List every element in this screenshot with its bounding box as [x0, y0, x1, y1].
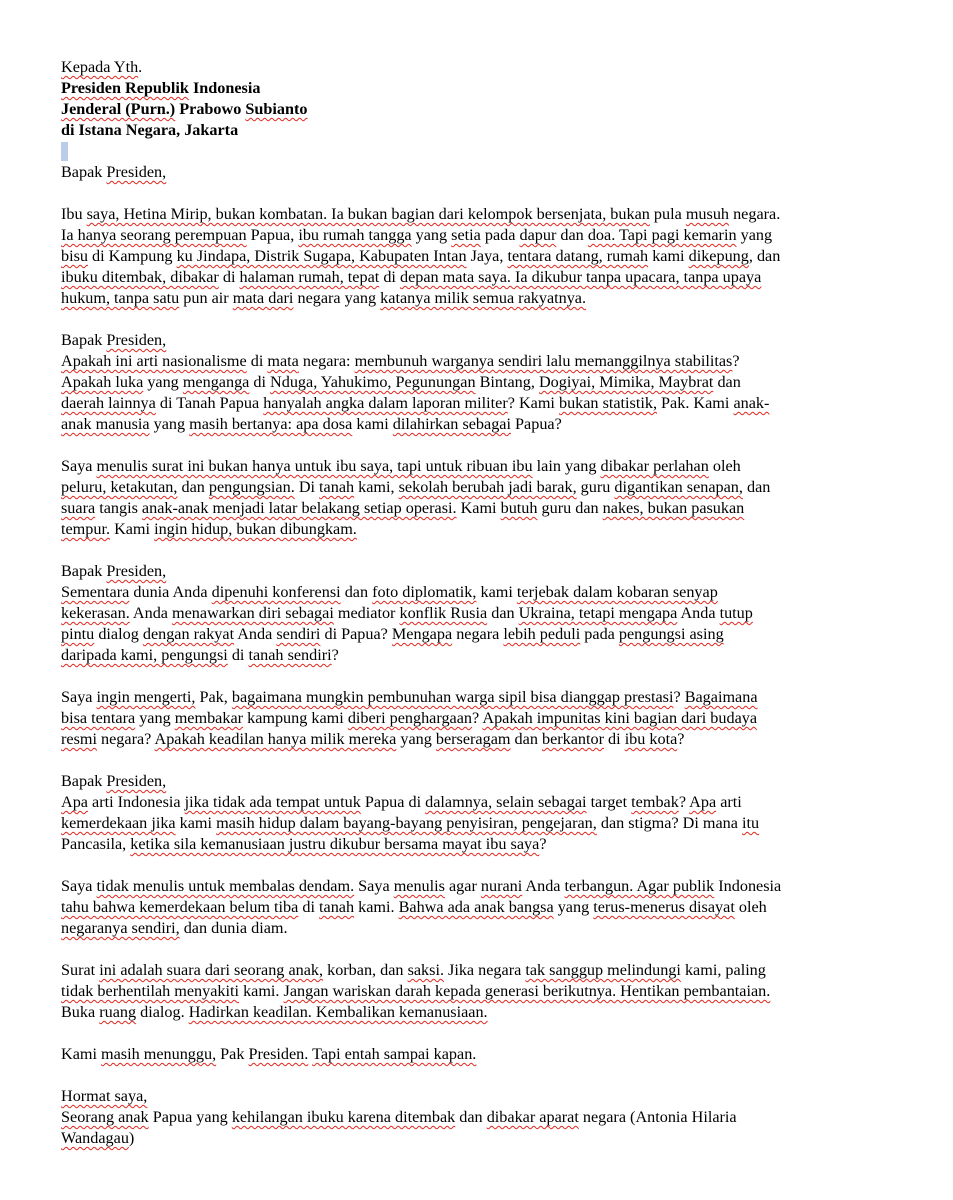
text-line — [61, 330, 881, 351]
misspelled-text: Bagaimana — [684, 688, 758, 706]
text-run: Jaya, — [466, 247, 508, 265]
misspelled-text: tentara datang, rumah — [507, 247, 649, 265]
misspelled-text: pengungsian. — [208, 478, 295, 496]
blank-line — [61, 855, 881, 876]
text-run: pada — [580, 625, 619, 643]
misspelled-text: nakes, bukan pasukan — [602, 499, 745, 517]
misspelled-text: ku Jindapa, Distrik Sugapa, Kabupaten Intan — [176, 247, 467, 265]
text-line — [61, 393, 881, 414]
misspelled-text: musuh — [685, 205, 730, 223]
misspelled-text: Apakah luka — [61, 373, 144, 391]
misspelled-text: jika tidak ada tempat untuk — [184, 793, 361, 811]
text-run: Saya — [61, 457, 97, 475]
misspelled-text: masih bertanya: apa dosa — [189, 415, 353, 433]
paragraph — [61, 960, 881, 1023]
text-line — [61, 708, 881, 729]
text-run: Anda — [129, 604, 173, 622]
misspelled-text: anak-anak menjadi latar belakang setiap operasi. — [141, 499, 457, 517]
misspelled-text: ibuku ditembak, dibakar — [61, 268, 219, 286]
misspelled-text: setia — [451, 226, 481, 244]
misspelled-text: Ia hanya seorang perempuan — [61, 226, 247, 244]
misspelled-text: menganga — [182, 373, 250, 391]
misspelled-text: diberi penghargaan — [347, 709, 473, 727]
text-run: dan — [742, 478, 771, 496]
misspelled-text: berseragam — [435, 730, 511, 748]
text-run: yang — [736, 226, 773, 244]
text-run: agar — [444, 877, 481, 895]
text-run: Papua yang — [148, 1108, 232, 1126]
text-line — [61, 456, 881, 477]
text-run: di — [379, 268, 400, 286]
misspelled-text: Wandagau — [61, 1129, 129, 1147]
text-run: negara? — [96, 730, 155, 748]
blank-line — [61, 183, 881, 204]
text-run: Pak. Kami — [657, 394, 734, 412]
text-run: kami — [175, 814, 217, 832]
misspelled-text: Hormat saya, — [61, 1087, 148, 1105]
paragraph — [61, 204, 881, 309]
misspelled-text: tidak berhentilah menyakiti — [61, 982, 240, 1000]
blank-line — [61, 540, 881, 561]
blank-line — [61, 1065, 881, 1086]
misspelled-text: menulis — [393, 877, 445, 895]
misspelled-text: resmi — [61, 730, 97, 748]
text-run: tangis — [95, 499, 142, 517]
text-run: ? — [677, 730, 685, 748]
blank-line — [61, 666, 881, 687]
text-run: Bapak — [61, 562, 107, 580]
text-run: mediator — [333, 604, 400, 622]
text-run: kami — [648, 247, 689, 265]
misspelled-text: tahu bahwa kemerdekaan belum tiba — [61, 898, 299, 916]
misspelled-text: saksi. — [407, 961, 444, 979]
text-line — [61, 99, 881, 120]
text-line — [61, 1107, 881, 1128]
text-run: Papua di — [360, 793, 426, 811]
text-run: Jika negara — [443, 961, 526, 979]
text-run: Anda — [677, 604, 720, 622]
misspelled-text: anak- — [733, 394, 770, 412]
misspelled-text: dengan rakyat — [142, 625, 235, 643]
misspelled-text: lebih peduli — [503, 625, 581, 643]
misspelled-text: nurani — [480, 877, 523, 895]
letter-body[interactable] — [61, 57, 881, 1149]
text-run: Di — [294, 478, 320, 496]
text-run: pula — [649, 205, 686, 223]
misspelled-text: Tapi entah sampai kapan. — [312, 1045, 477, 1063]
text-line — [61, 351, 881, 372]
text-run: ? — [539, 835, 547, 853]
text-run: dan — [713, 373, 741, 391]
paragraph — [61, 561, 881, 666]
misspelled-text: dipenuhi konferensi — [211, 583, 341, 601]
misspelled-text: bisa tentara — [61, 709, 136, 727]
misspelled-text: konflik Rusia — [399, 604, 488, 622]
text-run: dan — [177, 478, 209, 496]
misspelled-text: tanah — [319, 478, 355, 496]
text-run: negara — [452, 625, 504, 643]
text-line — [61, 834, 881, 855]
text-line — [61, 225, 881, 246]
misspelled-text: Nduga, Yahukimo, Pegunungan — [270, 373, 476, 391]
text-run: yang — [149, 415, 190, 433]
misspelled-text: Presiden. — [248, 1045, 309, 1063]
text-line — [61, 918, 881, 939]
text-run: dan dunia diam. — [179, 919, 288, 937]
misspelled-text: Apa — [689, 793, 717, 811]
text-run: kami — [476, 583, 517, 601]
misspelled-text: hukum, tanpa satu — [61, 289, 180, 307]
text-run: Pancasila, — [61, 835, 131, 853]
text-line — [61, 372, 881, 393]
misspelled-text: suara — [61, 499, 96, 517]
text-line — [61, 288, 881, 309]
text-run: Kami — [110, 520, 155, 538]
text-run: ? — [673, 688, 685, 706]
text-line — [61, 57, 881, 78]
text-line — [61, 624, 881, 645]
empty-line-with-cursor[interactable] — [61, 141, 881, 162]
misspelled-text: katanya milik semua rakyatnya. — [380, 289, 587, 307]
paragraph — [61, 162, 881, 183]
text-run: Pak, — [195, 688, 232, 706]
text-run: di Tanah Papua — [155, 394, 264, 412]
misspelled-text: dapur — [519, 226, 557, 244]
misspelled-text: Jenderal (Purn.) — [61, 100, 176, 118]
text-line — [61, 498, 881, 519]
text-run: dunia Anda — [129, 583, 212, 601]
paragraph — [61, 456, 881, 540]
misspelled-text: foto diplomatik, — [372, 583, 477, 601]
misspelled-text: masih menunggu, — [101, 1045, 217, 1063]
paragraphs — [61, 162, 881, 1149]
misspelled-text: Presiden, — [106, 772, 167, 790]
blank-line — [61, 939, 881, 960]
text-line — [61, 897, 881, 918]
paragraph — [61, 1086, 881, 1149]
misspelled-text: hanyalah angka dalam laporan militer — [263, 394, 508, 412]
text-run: ? — [472, 709, 483, 727]
text-run: yang — [135, 709, 175, 727]
misspelled-text: dilahirkan sebagai — [392, 415, 511, 433]
misspelled-text: Dogiyai, Mimika, Maybrat — [538, 373, 714, 391]
text-run: Bapak — [61, 163, 107, 181]
misspelled-text: dibakar aparat — [486, 1108, 579, 1126]
text-run: ? — [732, 352, 740, 370]
misspelled-text: Presiden, — [106, 562, 167, 580]
misspelled-text: dalamnya, selain sebagai — [425, 793, 587, 811]
text-run: negara yang — [293, 289, 381, 307]
misspelled-text: bagaimana mungkin pembunuhan warga sipil bisa dianggap prestasi — [231, 688, 674, 706]
blank-line — [61, 309, 881, 330]
text-line — [61, 792, 881, 813]
text-run: Prabowo — [175, 100, 246, 118]
misspelled-text: ini adalah suara dari seorang anak, — [99, 961, 324, 979]
text-run: Ibu — [61, 205, 87, 223]
paragraph — [61, 687, 881, 750]
misspelled-text: tutup — [719, 604, 753, 622]
misspelled-text: tempur. — [61, 520, 111, 538]
misspelled-text: Subianto — [245, 100, 308, 118]
text-run: di Kampung — [88, 247, 177, 265]
text-run: di Papua? — [320, 625, 392, 643]
text-run: kampung kami — [243, 709, 348, 727]
misspelled-text: tanah sendiri — [248, 646, 332, 664]
text-run: kami. — [354, 898, 399, 916]
text-line — [61, 981, 881, 1002]
text-run: Kami — [61, 1045, 102, 1063]
misspelled-text: daripada kami, pengungsi — [61, 646, 228, 664]
misspelled-text: mata — [267, 352, 299, 370]
text-run: arti — [716, 793, 742, 811]
text-run: Anda — [522, 877, 565, 895]
text-run: di — [227, 646, 249, 664]
text-run: yang — [396, 730, 436, 748]
text-run: Kami — [456, 499, 501, 517]
text-line — [61, 267, 881, 288]
text-run: kami. — [239, 982, 284, 1000]
misspelled-text: berkantor — [541, 730, 604, 748]
misspelled-text: Presiden Republik — [61, 79, 189, 97]
misspelled-text: Presiden, — [106, 163, 167, 181]
text-run: kami, — [354, 478, 399, 496]
misspelled-text: itu — [742, 814, 760, 832]
misspelled-text: saya, Hetina Mirip, bukan kombatan. Ia bukan bagian dari kelompok bersenjata, bukan — [86, 205, 650, 223]
text-run: dan — [487, 604, 519, 622]
text-line — [61, 603, 881, 624]
misspelled-text: tembak — [631, 793, 679, 811]
misspelled-text: pengungsi asing — [618, 625, 724, 643]
misspelled-text: ibu rumah tangga — [298, 226, 412, 244]
misspelled-text: butuh — [500, 499, 538, 517]
text-run: Bapak — [61, 331, 107, 349]
text-run: oleh — [708, 457, 741, 475]
text-run: dan — [556, 226, 588, 244]
text-line — [61, 519, 881, 540]
text-line — [61, 78, 881, 99]
address-block — [61, 57, 881, 141]
text-line — [61, 876, 881, 897]
misspelled-text: depan mata saya. Ia dikubur tanpa upacara, tanpa upaya — [399, 268, 762, 286]
blank-line — [61, 435, 881, 456]
misspelled-text: sendiri — [276, 625, 321, 643]
text-cursor — [61, 142, 68, 161]
misspelled-text: terbangun. Agar publik — [564, 877, 715, 895]
misspelled-text: Bahwa ada anak bangsa — [398, 898, 554, 916]
misspelled-text: negaranya sendiri, — [61, 919, 180, 937]
text-run: di — [298, 898, 320, 916]
misspelled-text: Apa — [61, 793, 88, 811]
text-run: Saya — [61, 877, 97, 895]
text-run: di — [246, 352, 268, 370]
text-run: Surat — [61, 961, 100, 979]
text-line — [61, 960, 881, 981]
text-run: target — [586, 793, 632, 811]
text-run: dialog. — [136, 1003, 189, 1021]
misspelled-text: Presiden, — [106, 331, 167, 349]
text-run: . — [138, 58, 143, 76]
text-run: Indonesia — [188, 79, 261, 97]
paragraph — [61, 1044, 881, 1065]
misspelled-text: Jangan wariskan darah kepada generasi berikutnya. Hentikan pembantaian. — [283, 982, 771, 1000]
text-run: pun air — [179, 289, 233, 307]
text-run: ? Kami — [507, 394, 559, 412]
misspelled-text: ingin mengerti, — [96, 688, 196, 706]
misspelled-text: terus-menerus disayat — [593, 898, 735, 916]
text-line — [61, 687, 881, 708]
blank-line — [61, 750, 881, 771]
text-run: oleh — [734, 898, 767, 916]
text-line — [61, 645, 881, 666]
text-run: dan — [510, 730, 542, 748]
misspelled-text: Seorang anak — [61, 1108, 149, 1126]
misspelled-text: kehilangan ibuku karena ditembak — [231, 1108, 456, 1126]
text-run: di — [249, 373, 271, 391]
misspelled-text: Apakah impunitas kini bagian dari budaya — [482, 709, 758, 727]
misspelled-text: sekolah berubah jadi barak, — [398, 478, 577, 496]
text-run: Papua, — [246, 226, 299, 244]
text-run: Bapak — [61, 772, 107, 790]
text-run: , dan — [748, 247, 781, 265]
text-run: arti Indonesia — [87, 793, 185, 811]
text-run: yang — [553, 898, 594, 916]
misspelled-text: Apakah keadilan hanya milik mereka — [154, 730, 397, 748]
text-run: Anda — [234, 625, 277, 643]
misspelled-text: tidak menulis untuk membalas dendam. — [96, 877, 355, 895]
misspelled-text: kemerdekaan jika — [61, 814, 176, 832]
text-line — [61, 561, 881, 582]
text-run: Saya — [61, 688, 97, 706]
misspelled-text: ibu kota — [624, 730, 678, 748]
text-run: dan stigma? Di mana — [596, 814, 743, 832]
misspelled-text: pintu — [61, 625, 95, 643]
text-run: lain yang — [532, 457, 601, 475]
text-run: negara (Antonia Hilaria — [578, 1108, 737, 1126]
misspelled-text: membakar — [174, 709, 244, 727]
misspelled-text: Hadirkan keadilan. Kembalikan kemanusiaan. — [188, 1003, 488, 1021]
text-run: Saya — [354, 877, 394, 895]
text-line — [61, 162, 881, 183]
text-run: Pak — [216, 1045, 249, 1063]
misspelled-text: tak sanggup melindungi — [525, 961, 681, 979]
text-line — [61, 414, 881, 435]
misspelled-text: peluru, ketakutan, — [61, 478, 178, 496]
text-run: Bintang, — [475, 373, 539, 391]
text-run: kami — [352, 415, 393, 433]
text-line — [61, 1044, 881, 1065]
text-run: Papua? — [510, 415, 562, 433]
blank-line — [61, 1023, 881, 1044]
misspelled-text: menulis surat ini bukan hanya untuk ibu saya, tapi untuk ribuan ibu — [96, 457, 533, 475]
text-line — [61, 729, 881, 750]
text-run: negara: — [298, 352, 355, 370]
text-line — [61, 771, 881, 792]
text-run: di — [218, 268, 240, 286]
text-line — [61, 120, 881, 141]
misspelled-text: mata dari — [232, 289, 294, 307]
text-run: ? — [678, 793, 690, 811]
text-run: negara. — [729, 205, 781, 223]
misspelled-text: Mengapa — [391, 625, 453, 643]
misspelled-text: bisu — [61, 247, 88, 265]
text-run: Indonesia — [714, 877, 782, 895]
paragraph — [61, 330, 881, 435]
text-run: dialog — [94, 625, 143, 643]
misspelled-text: dibakar perlahan — [600, 457, 709, 475]
text-run: yang — [411, 226, 452, 244]
misspelled-text: halaman rumah, tepat — [239, 268, 380, 286]
paragraph — [61, 876, 881, 939]
text-run: korban, dan — [323, 961, 408, 979]
text-run: Buka — [61, 1003, 100, 1021]
misspelled-text: masih hidup dalam bayang-bayang penyisiran, pengejaran, — [216, 814, 597, 832]
misspelled-text: menawarkan diri sebagai — [172, 604, 334, 622]
misspelled-text: dikepung — [688, 247, 749, 265]
misspelled-text: anak manusia — [61, 415, 150, 433]
text-run: kami, paling — [680, 961, 766, 979]
text-line — [61, 813, 881, 834]
paragraph — [61, 771, 881, 855]
text-line — [61, 204, 881, 225]
misspelled-text: membunuh warganya sendiri lalu memanggilnya stabilitas — [354, 352, 733, 370]
text-line — [61, 246, 881, 267]
text-run: pada — [480, 226, 520, 244]
text-line — [61, 1002, 881, 1023]
text-run: di — [604, 730, 625, 748]
text-run: guru — [576, 478, 615, 496]
misspelled-text: terjebak dalam kobaran senyap — [516, 583, 718, 601]
misspelled-text: Ukraina, tetapi mengapa — [518, 604, 678, 622]
text-run: guru dan — [537, 499, 603, 517]
misspelled-text: kekerasan. — [61, 604, 130, 622]
misspelled-text: bukan statistik, — [558, 394, 657, 412]
misspelled-text: ketika sila kemanusiaan justru dikubur bersama mayat ibu saya — [130, 835, 540, 853]
text-line — [61, 1086, 881, 1107]
misspelled-text: ruang — [99, 1003, 137, 1021]
misspelled-text: Apakah ini arti nasionalisme — [61, 352, 247, 370]
text-run: dan — [340, 583, 373, 601]
misspelled-text: ingin hidup, bukan dibungkam. — [154, 520, 357, 538]
text-line — [61, 1128, 881, 1149]
text-line — [61, 477, 881, 498]
misspelled-text: doa. Tapi pagi kemarin — [587, 226, 737, 244]
text-run: dan — [455, 1108, 487, 1126]
misspelled-text: digantikan senapan, — [614, 478, 743, 496]
text-run: yang — [143, 373, 183, 391]
text-run: ) — [128, 1129, 135, 1147]
misspelled-text: tanah — [319, 898, 355, 916]
misspelled-text: Sementara — [61, 583, 130, 601]
text-run: di Istana Negara, Jakarta — [61, 121, 239, 139]
text-line — [61, 582, 881, 603]
misspelled-text: daerah lainnya — [61, 394, 156, 412]
misspelled-text: Kepada Yth — [61, 58, 139, 76]
text-run: ? — [331, 646, 339, 664]
